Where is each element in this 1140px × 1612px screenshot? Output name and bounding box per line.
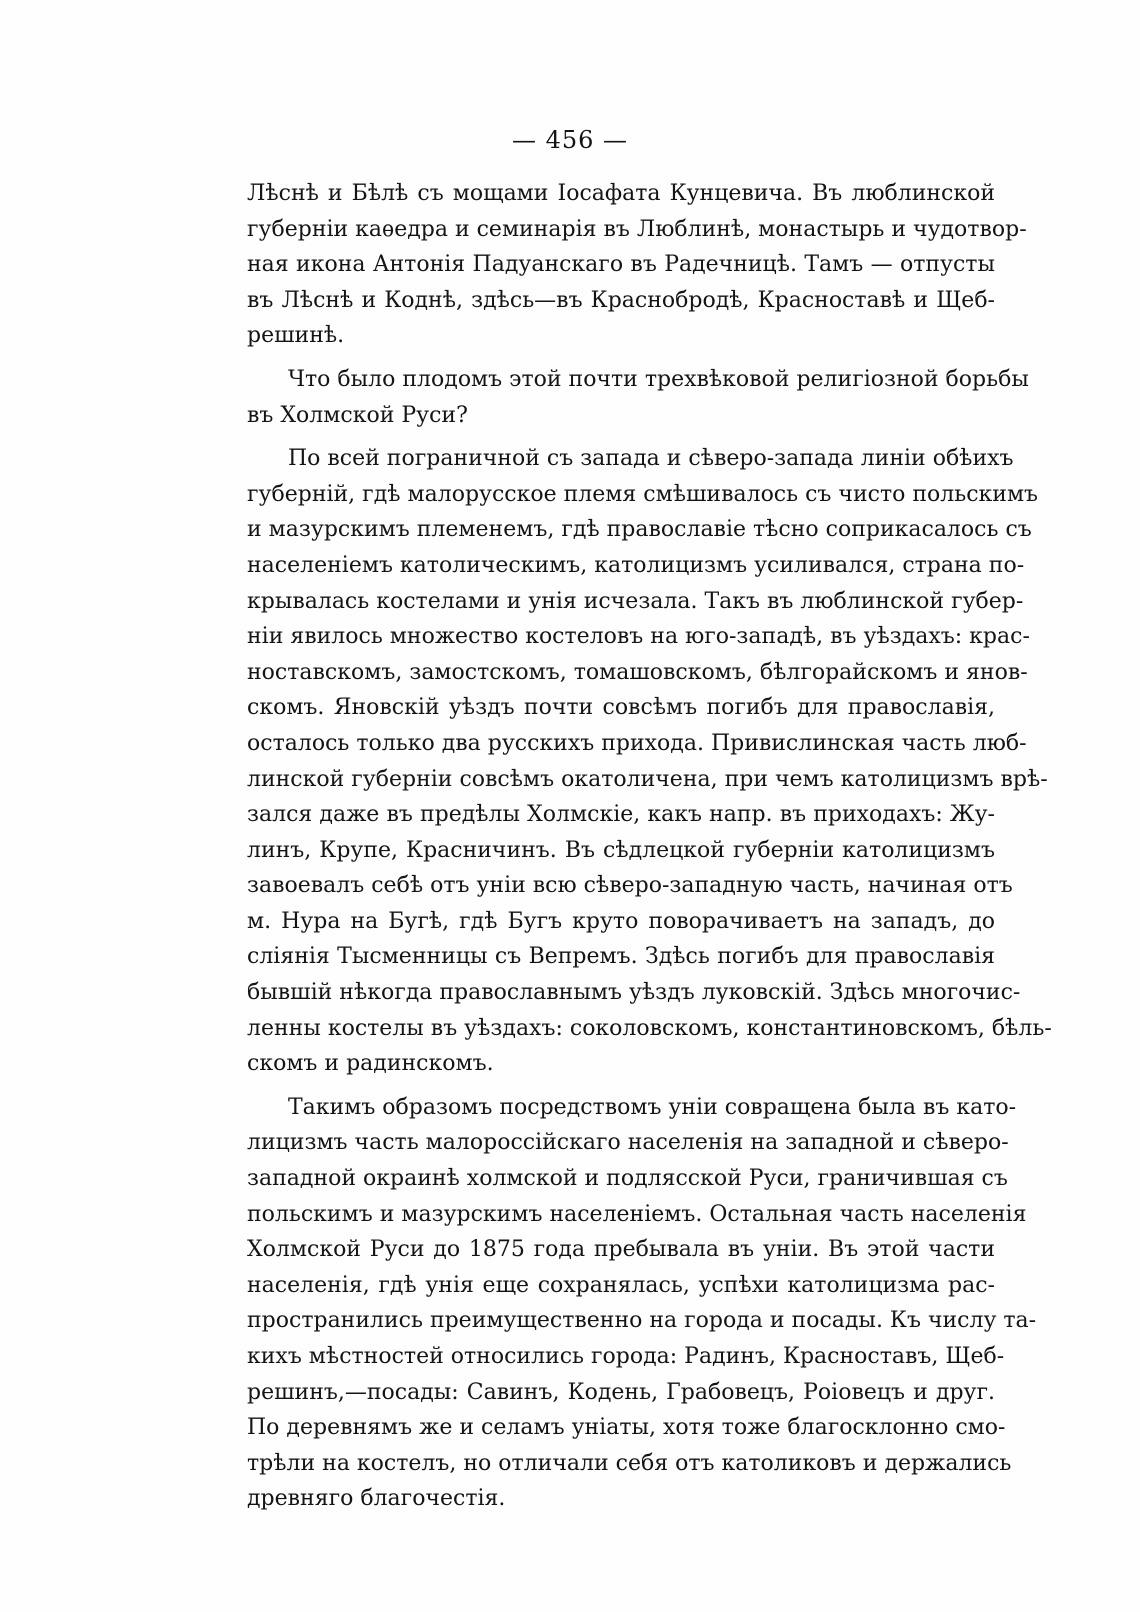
text-line: губерній, гдѣ малорусское племя смѣшивалось съ чисто польскимъ — [247, 481, 1039, 507]
text-line: осталось только два русскихъ прихода. Привислинская часть люб- — [247, 730, 1027, 756]
text-line: трѣли на костелъ, но отличали себя отъ католиковъ и держались — [247, 1450, 1012, 1476]
text-line: населенія, гдѣ унія еще сохранялась, успѣхи католицизма рас- — [247, 1272, 995, 1298]
page-number: — 456 — — [511, 126, 629, 154]
text-line: Такимъ образомъ посредствомъ уніи совращена была въ като- — [288, 1094, 1017, 1120]
text-line: Лѣснѣ и Бѣлѣ съ мощами Іосафата Кунцевича. Въ люблинской — [247, 181, 995, 206]
text-line: въ Лѣснѣ и Коднѣ, здѣсь—въ Краснобродѣ, Красноставѣ и Щеб- — [247, 287, 995, 313]
text-line: скомъ. Яновскій уѣздъ почти совсѣмъ погибъ для православія, — [247, 695, 995, 721]
text-line: линской губерніи совсѣмъ окатоличена, при чемъ католицизмъ врѣ- — [247, 766, 1048, 792]
text-line: крывалась костелами и унія исчезала. Такъ въ люблинской губер- — [247, 588, 1024, 614]
text-line: скомъ и радинскомъ. — [247, 1051, 494, 1077]
text-line: слiянія Тысменницы съ Вепремъ. Здѣсь погибъ для православія — [247, 944, 995, 970]
body-text — [247, 176, 1052, 1517]
text-line: бывшій нѣкогда православнымъ уѣздъ луковскій. Здѣсь многочис- — [247, 980, 1021, 1006]
text-line: въ Холмской Руси? — [247, 402, 468, 428]
text-line: польскимъ и мазурскимъ населеніемъ. Остальная часть населенія — [247, 1201, 1027, 1227]
text-line: населеніемъ католическимъ, католицизмъ усиливался, страна по- — [247, 552, 1025, 578]
text-line: древняго благочестія. — [247, 1486, 506, 1512]
text-line: ноставскомъ, замостскомъ, томашовскомъ, бѣлгорайскомъ и янов- — [247, 659, 1028, 685]
text-line: западной окраинѣ холмской и подлясской Руси, граничившая съ — [247, 1166, 1008, 1192]
text-line: завоевалъ себѣ отъ уніи всю сѣверо-западную часть, начиная отъ — [247, 873, 1013, 899]
text-line: пространились преимущественно на города и посады. Къ числу та- — [247, 1308, 1037, 1334]
text-line: м. Нура на Бугѣ, гдѣ Бугъ круто поворачиваетъ на западъ, до — [247, 908, 995, 934]
text-line: ная икона Антонія Падуанскаго въ Радечницѣ. Тамъ — отпусты — [247, 252, 995, 278]
text-line: ніи явилось множество костеловъ на юго-западѣ, въ уѣздахъ: крас- — [247, 624, 1030, 650]
text-line: губерніи каѳедра и семинарія въ Люблинѣ, монастырь и чудотвор- — [247, 216, 1027, 242]
text-line: По всей пограничной съ запада и сѣверо-запада линіи обѣихъ — [288, 446, 1014, 472]
text-line: ленны костелы въ уѣздахъ: соколовскомъ, константиновскомъ, бѣль- — [247, 1015, 1052, 1041]
text-line: лицизмъ часть малороссійскаго населенія на западной и сѣверо- — [247, 1130, 1009, 1156]
text-line: кихъ мѣстностей относились города: Радинъ, Красноставъ, Щеб- — [247, 1344, 1005, 1369]
text-line: и мазурскимъ племенемъ, гдѣ православіе тѣсно соприкасалось съ — [247, 517, 1032, 543]
text-line: линъ, Крупе, Красничинъ. Въ сѣдлецкой губерніи католицизмъ — [247, 837, 995, 863]
text-line: По деревнямъ же и селамъ уніаты, хотя тоже благосклонно смо- — [247, 1415, 1006, 1441]
text-line: решинъ,—посады: Савинъ, Кодень, Грабовецъ, Роiовецъ и друг. — [247, 1379, 995, 1405]
text-line: решинѣ. — [247, 323, 345, 349]
text-line: зался даже въ предѣлы Холмскіе, какъ напр. въ приходахъ: Жу- — [247, 802, 995, 828]
text-line: Что было плодомъ этой почти трехвѣковой религіозной борьбы — [288, 366, 1029, 392]
text-line: Холмской Руси до 1875 года пребывала въ уніи. Въ этой части — [247, 1237, 995, 1263]
